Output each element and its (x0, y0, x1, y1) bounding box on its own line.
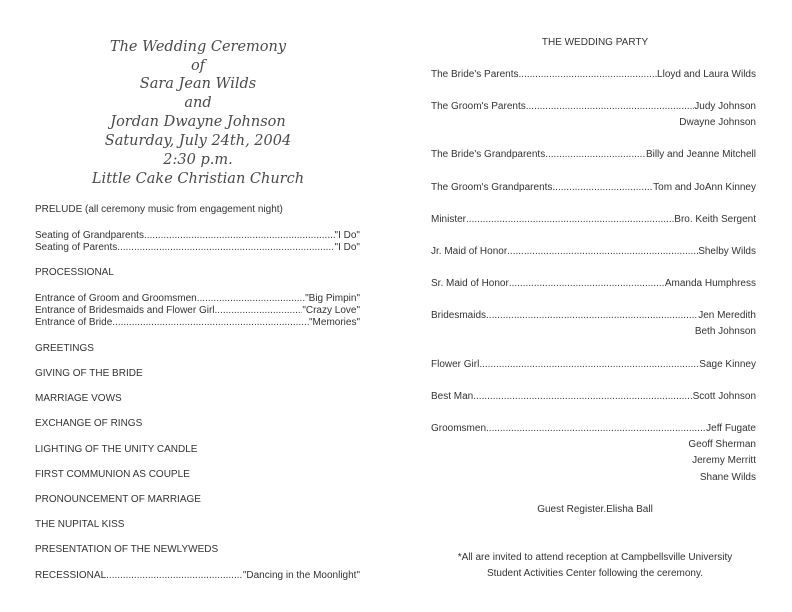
party-row (431, 182, 756, 194)
party-name: Billy and Jeanne Mitchell (645, 149, 756, 160)
party-row (431, 214, 756, 226)
party-name: Amanda Humphress (664, 278, 756, 289)
program-item: LIGHTING OF THE UNITY CANDLE (35, 444, 198, 455)
party-name: Tom and JoAnn Kinney (653, 182, 756, 193)
program-song: "I Do" (334, 230, 360, 241)
program-item: PRESENTATION OF THE NEWLYWEDS (35, 544, 219, 555)
party-row (431, 359, 756, 371)
title-line: The Wedding Ceremony (109, 39, 287, 55)
party-row (431, 278, 756, 290)
program-song: "I Do" (334, 242, 360, 253)
program-song: "Crazy Love" (302, 305, 360, 316)
program-item: GIVING OF THE BRIDE (35, 368, 143, 379)
ceremony-time: 2:30 p.m. (163, 152, 233, 168)
party-row (431, 391, 756, 403)
program-label: Seating of Grandparents (35, 230, 144, 241)
party-role: The Groom's Grandparents (431, 182, 553, 193)
party-name: Sage Kinney (699, 359, 756, 370)
party-role: Bridesmaids (431, 310, 487, 321)
party-role: Minister (431, 214, 467, 225)
guest-register: Guest Register.Elisha Ball (537, 504, 653, 515)
party-role: The Groom's Parents (431, 101, 526, 112)
party-row (431, 149, 756, 161)
party-row (431, 69, 756, 81)
title-line: and (184, 95, 212, 111)
party-row (431, 310, 756, 322)
party-role: The Bride's Grandparents (431, 149, 546, 160)
reception-note-line: Student Activities Center following the ceremony. (486, 568, 704, 579)
party-name: Geoff Sherman (688, 439, 756, 450)
prelude: PRELUDE (all ceremony music from engagement night) (35, 204, 283, 215)
party-row (431, 101, 756, 113)
reception-note-line: *All are invited to attend reception at Campbellsville University (457, 552, 733, 563)
party-name: Jeremy Merritt (692, 455, 756, 466)
party-name: Beth Johnson (694, 326, 756, 337)
program-label: Entrance of Bride (35, 317, 113, 328)
program-item: MARRIAGE VOWS (35, 393, 122, 404)
program-song: "Memories" (309, 317, 360, 328)
party-name: Bro. Keith Sergent (674, 214, 756, 225)
party-name: Judy Johnson (694, 101, 756, 112)
party-name: Jeff Fugate (706, 423, 756, 434)
party-row (431, 246, 756, 258)
program-row (35, 242, 360, 254)
program-item: EXCHANGE OF RINGS (35, 418, 143, 429)
processional: PROCESSIONAL (35, 267, 114, 278)
program-row (35, 293, 360, 305)
party-role: Groomsmen (431, 423, 487, 434)
program-label: RECESSIONAL (35, 570, 107, 581)
party-row (431, 423, 756, 435)
ceremony-date: Saturday, July 24th, 2004 (104, 133, 292, 149)
party-name: Lloyd and Laura Wilds (657, 69, 756, 80)
party-role: Flower Girl (431, 359, 480, 370)
program-song: "Big Pimpin" (305, 293, 360, 304)
program-label: Entrance of Bridesmaids and Flower Girl (35, 305, 215, 316)
party-name: Shane Wilds (699, 472, 756, 483)
program-item: THE NUPITAL KISS (35, 519, 125, 530)
program-label: Entrance of Groom and Groomsmen (35, 293, 197, 304)
party-name: Dwayne Johnson (679, 117, 756, 128)
program-label: Seating of Parents (35, 242, 118, 253)
program-row (35, 230, 360, 242)
program-row (35, 570, 360, 582)
program-item: FIRST COMMUNION AS COUPLE (35, 469, 190, 480)
program-row (35, 305, 360, 317)
groom-name: Jordan Dwayne Johnson (110, 114, 286, 130)
party-role: Best Man (431, 391, 474, 402)
program-item: GREETINGS (35, 343, 94, 354)
ceremony-venue: Little Cake Christian Church (91, 171, 305, 187)
party-name: Scott Johnson (692, 391, 756, 402)
program-row (35, 317, 360, 329)
wedding-party-heading: THE WEDDING PARTY (541, 37, 649, 48)
party-role: The Bride's Parents (431, 69, 519, 80)
program-song: "Dancing in the Moonlight" (242, 570, 360, 581)
title-line: of (190, 57, 206, 74)
program-item: PRONOUNCEMENT OF MARRIAGE (35, 494, 201, 505)
bride-name: Sara Jean Wilds (139, 76, 257, 92)
party-name: Shelby Wilds (698, 246, 756, 257)
party-name: Jen Meredith (698, 310, 756, 321)
party-role: Jr. Maid of Honor (431, 246, 508, 257)
party-role: Sr. Maid of Honor (431, 278, 509, 289)
